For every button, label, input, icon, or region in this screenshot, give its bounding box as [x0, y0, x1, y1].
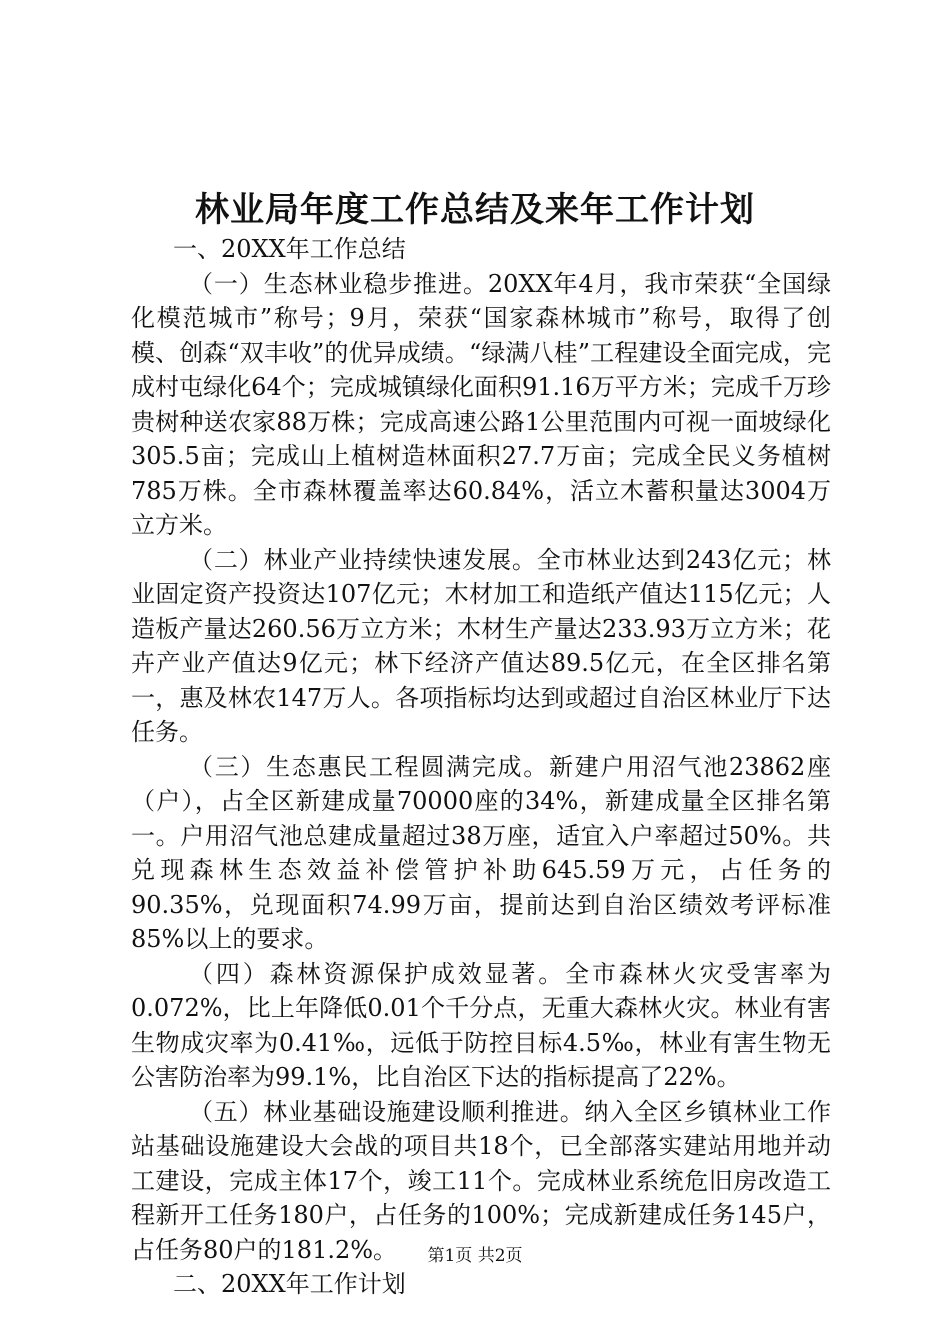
paragraph-infrastructure: （五）林业基础设施建设顺利推进。纳入全区乡镇林业工作站基础设施建设大会战的项目共18个，已全部落实建站用地并动工建设，完成主体17个，竣工11个。完成林业系统危旧房改造工程新开工任务180户，占任务的100%；完成新建成任务145户，占任务80户的181.2%。	[131, 1097, 831, 1264]
paragraph-ecological-forestry: （一）生态林业稳步推进。20XX年4月，我市荣获“全国绿化模范城市”称号；9月，荣获“国家森林城市”称号，取得了创模、创森“双丰收”的优异成绩。“绿满八桂”工程建设全面完成，完成村屯绿化64个；完成城镇绿化面积91.16万平方米；完成千万珍贵树种送农家88万株；完成高速公路1公里范围内可视一面坡绿化305.5亩；完成山上植树造林面积27.7万亩；完成全民义务植树785万株。全市森林覆盖率达60.84%，活立木蓄积量达3004万立方米。	[131, 269, 831, 539]
paragraph-forestry-industry: （二）林业产业持续快速发展。全市林业达到243亿元；林业固定资产投资达107亿元；木材加工和造纸产值达115亿元；人造板产量达260.56万立方米；木材生产量达233.93万立方米；花卉产业产值达9亿元；林下经济产值达89.5亿元，在全区排名第一，惠及林农147万人。各项指标均达到或超过自治区林业厅下达任务。	[131, 545, 831, 746]
paragraph-ecological-benefit: （三）生态惠民工程圆满完成。新建户用沼气池23862座（户），占全区新建成量70000座的34%，新建成量全区排名第一。户用沼气池总建成量超过38万座，适宜入户率超过50%。共兑现森林生态效益补偿管护补助645.59万元，占任务的90.35%，兑现面积74.99万亩，提前达到自治区绩效考评标准85%以上的要求。	[131, 752, 831, 953]
document-title: 林业局年度工作总结及来年工作计划	[195, 190, 755, 230]
document-body	[131, 232, 831, 1302]
section-heading-summary: 一、20XX年工作总结	[173, 235, 406, 263]
section-heading-plan: 二、20XX年工作计划	[173, 1270, 406, 1298]
paragraph-forest-protection: （四）森林资源保护成效显著。全市森林火灾受害率为0.072%，比上年降低0.01个千分点，无重大森林火灾。林业有害生物成灾率为0.41‰，远低于防控目标4.5‰，林业有害生物无公害防治率为99.1%，比自治区下达的指标提高了22%。	[131, 959, 831, 1091]
page-number-footer: 第1页 共2页	[427, 1246, 523, 1266]
